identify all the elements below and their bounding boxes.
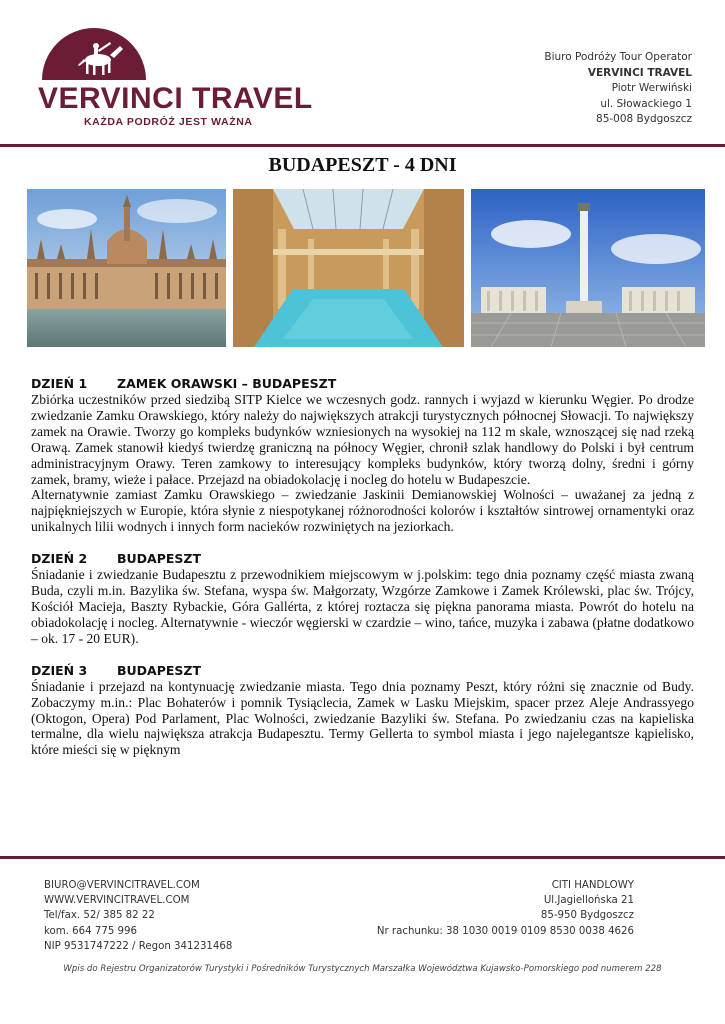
bank-city: 85-950 Bydgoszcz: [540, 910, 634, 922]
letterhead: [0, 0, 725, 150]
office-line: ul. Słowackiego 1: [600, 97, 692, 110]
footer-divider: [0, 856, 725, 859]
day-title: BUDAPESZT: [117, 551, 202, 567]
day-paragraph: Śniadanie i przejazd na kontynuację zwiedzanie miasta. Tego dnia poznamy Peszt, który różni się znacznie od Budy. Zobaczymy m.in.: Plac Bohaterów i pomnik Tysiąclecia, Zamek w Lasku Miejskim, spacer przez Aleje Andrassyego (Oktogon, Opera) Pod Parlament, Plac Wolności, zwiedzanie Bazyliki św. Stefana. Po zwiedzaniu czas na kapieliska termalne, dla wielu największa atrakcja Budapesztu. Termy Gellerta to symbol miasta i jego najelegantsze kąpielisko, które mieści się w pięknym: [31, 678, 694, 758]
day-section: [31, 663, 694, 759]
footer-bank: [377, 878, 634, 939]
day-heading: [31, 376, 694, 392]
registry-note: Wpis do Rejestru Organizatorów Turystyki i Pośredników Turystycznych Marszałka Województwa Kujawsko-Pomorskiego pod numerem 228: [63, 964, 662, 974]
bank-account: Nr rachunku: 38 1030 0019 0109 8530 0038 4626: [376, 925, 634, 937]
day-number: DZIEŃ 3: [31, 662, 88, 678]
email-link[interactable]: BIURO@VERVINCITRAVEL.COM: [44, 880, 200, 891]
photo-strip: [0, 189, 725, 347]
logo-tagline: KAŻDA PODRÓŻ JEST WAŻNA: [84, 116, 253, 128]
horseman-logo-icon: [38, 22, 150, 82]
day-section: [31, 551, 694, 647]
day-heading: [31, 663, 694, 679]
bank-street: Ul.Jagiellońska 21: [543, 895, 634, 907]
phone-fax: Tel/fax. 52/ 385 82 22: [44, 910, 155, 922]
website-link[interactable]: WWW.VERVINCITRAVEL.COM: [44, 895, 190, 907]
day-number: DZIEŃ 1: [31, 376, 88, 391]
day-paragraph: Alternatywnie zamiast Zamku Orawskiego – zwiedzanie Jaskinii Demianowskiej Wolności – uważanej za jedną z najpiękniejszych w Europie, która słynie z niespotykanej różnorodności kolorów i kształtów sintrowej ornamentyki oraz unikalnych lilii wodnych i innych form nacieków rozwiniętych na jeziorkach.: [31, 487, 694, 535]
office-line: Biuro Podróży Tour Operator: [544, 51, 692, 63]
day-paragraph: Śniadanie i zwiedzanie Budapesztu z przewodnikiem miejscowym w j.polskim: tego dnia poznamy część miasta zwaną Buda, czyli m.in. Bazylika św. Stefana, wyspa św. Małgorzaty, Wzgórze Zamkowe i Zamek Królewski, plac św. Trójcy, Kościół Macieja, Baszty Rybackie, Góra Gallérta, z której roztacza się piękna panorama miasta. Powrót do hotelu na obiadokolację i nocleg. Alternatywnie - wieczór węgierski w czardzie – wino, tańce, muzyka i zabawa (płatne dodatkowo – ok. 17 - 20 EUR).: [31, 567, 694, 646]
logo-wordmark: VERVINCI TRAVEL: [38, 82, 313, 115]
parliament-photo: [27, 189, 226, 347]
thermal-bath-photo: [233, 189, 464, 347]
day-paragraph: Zbiórka uczestników przed siedzibą SITP Kielce we wczesnych godz. rannych i wyjazd w kierunku Węgier. Po drodze zwiedzanie Zamku Orawskiego, który należy do największych atrakcji turystycznych północnej Słowacji. To największy zamek na Orawie. Tworzy go kompleks budynków wzniesionych na wysokiej na 112 m skale, wznoszącej się nad rzeką Orawą. Zamek stanowił kiedyś twierdzę graniczną na północy Węgier, chronił szlak handlowy do Polski i był centrum administracyjnym Orawy. Teren zamkowy to interesujący kompleks budynków, który tworzą dolny, średni i górny zamek, bramy, wieże i pałace. Przejazd na obiadokolację i nocleg do hotelu w Budapeszcie.: [31, 392, 694, 487]
day-heading: [31, 551, 694, 567]
office-line: 85-008 Bydgoszcz: [596, 113, 692, 125]
day-number: DZIEŃ 2: [31, 551, 88, 567]
day-title: ZAMEK ORAWSKI – BUDAPESZT: [117, 376, 337, 391]
office-line: Piotr Werwiński: [611, 82, 692, 94]
office-address: [544, 50, 692, 128]
mobile-phone: kom. 664 775 996: [44, 925, 137, 937]
office-line: VERVINCI TRAVEL: [587, 66, 692, 79]
document-title: BUDAPESZT - 4 DNI: [268, 154, 457, 176]
day-title: BUDAPESZT: [117, 662, 202, 678]
day-section: [31, 376, 694, 535]
header-divider: [0, 144, 725, 147]
itinerary: [31, 376, 694, 774]
heroes-square-photo: [471, 189, 705, 347]
company-logo: [38, 22, 313, 134]
footer-contact: [44, 878, 232, 954]
bank-name: CITI HANDLOWY: [551, 880, 634, 891]
tax-ids: NIP 9531747222 / Regon 341231468: [44, 940, 233, 952]
